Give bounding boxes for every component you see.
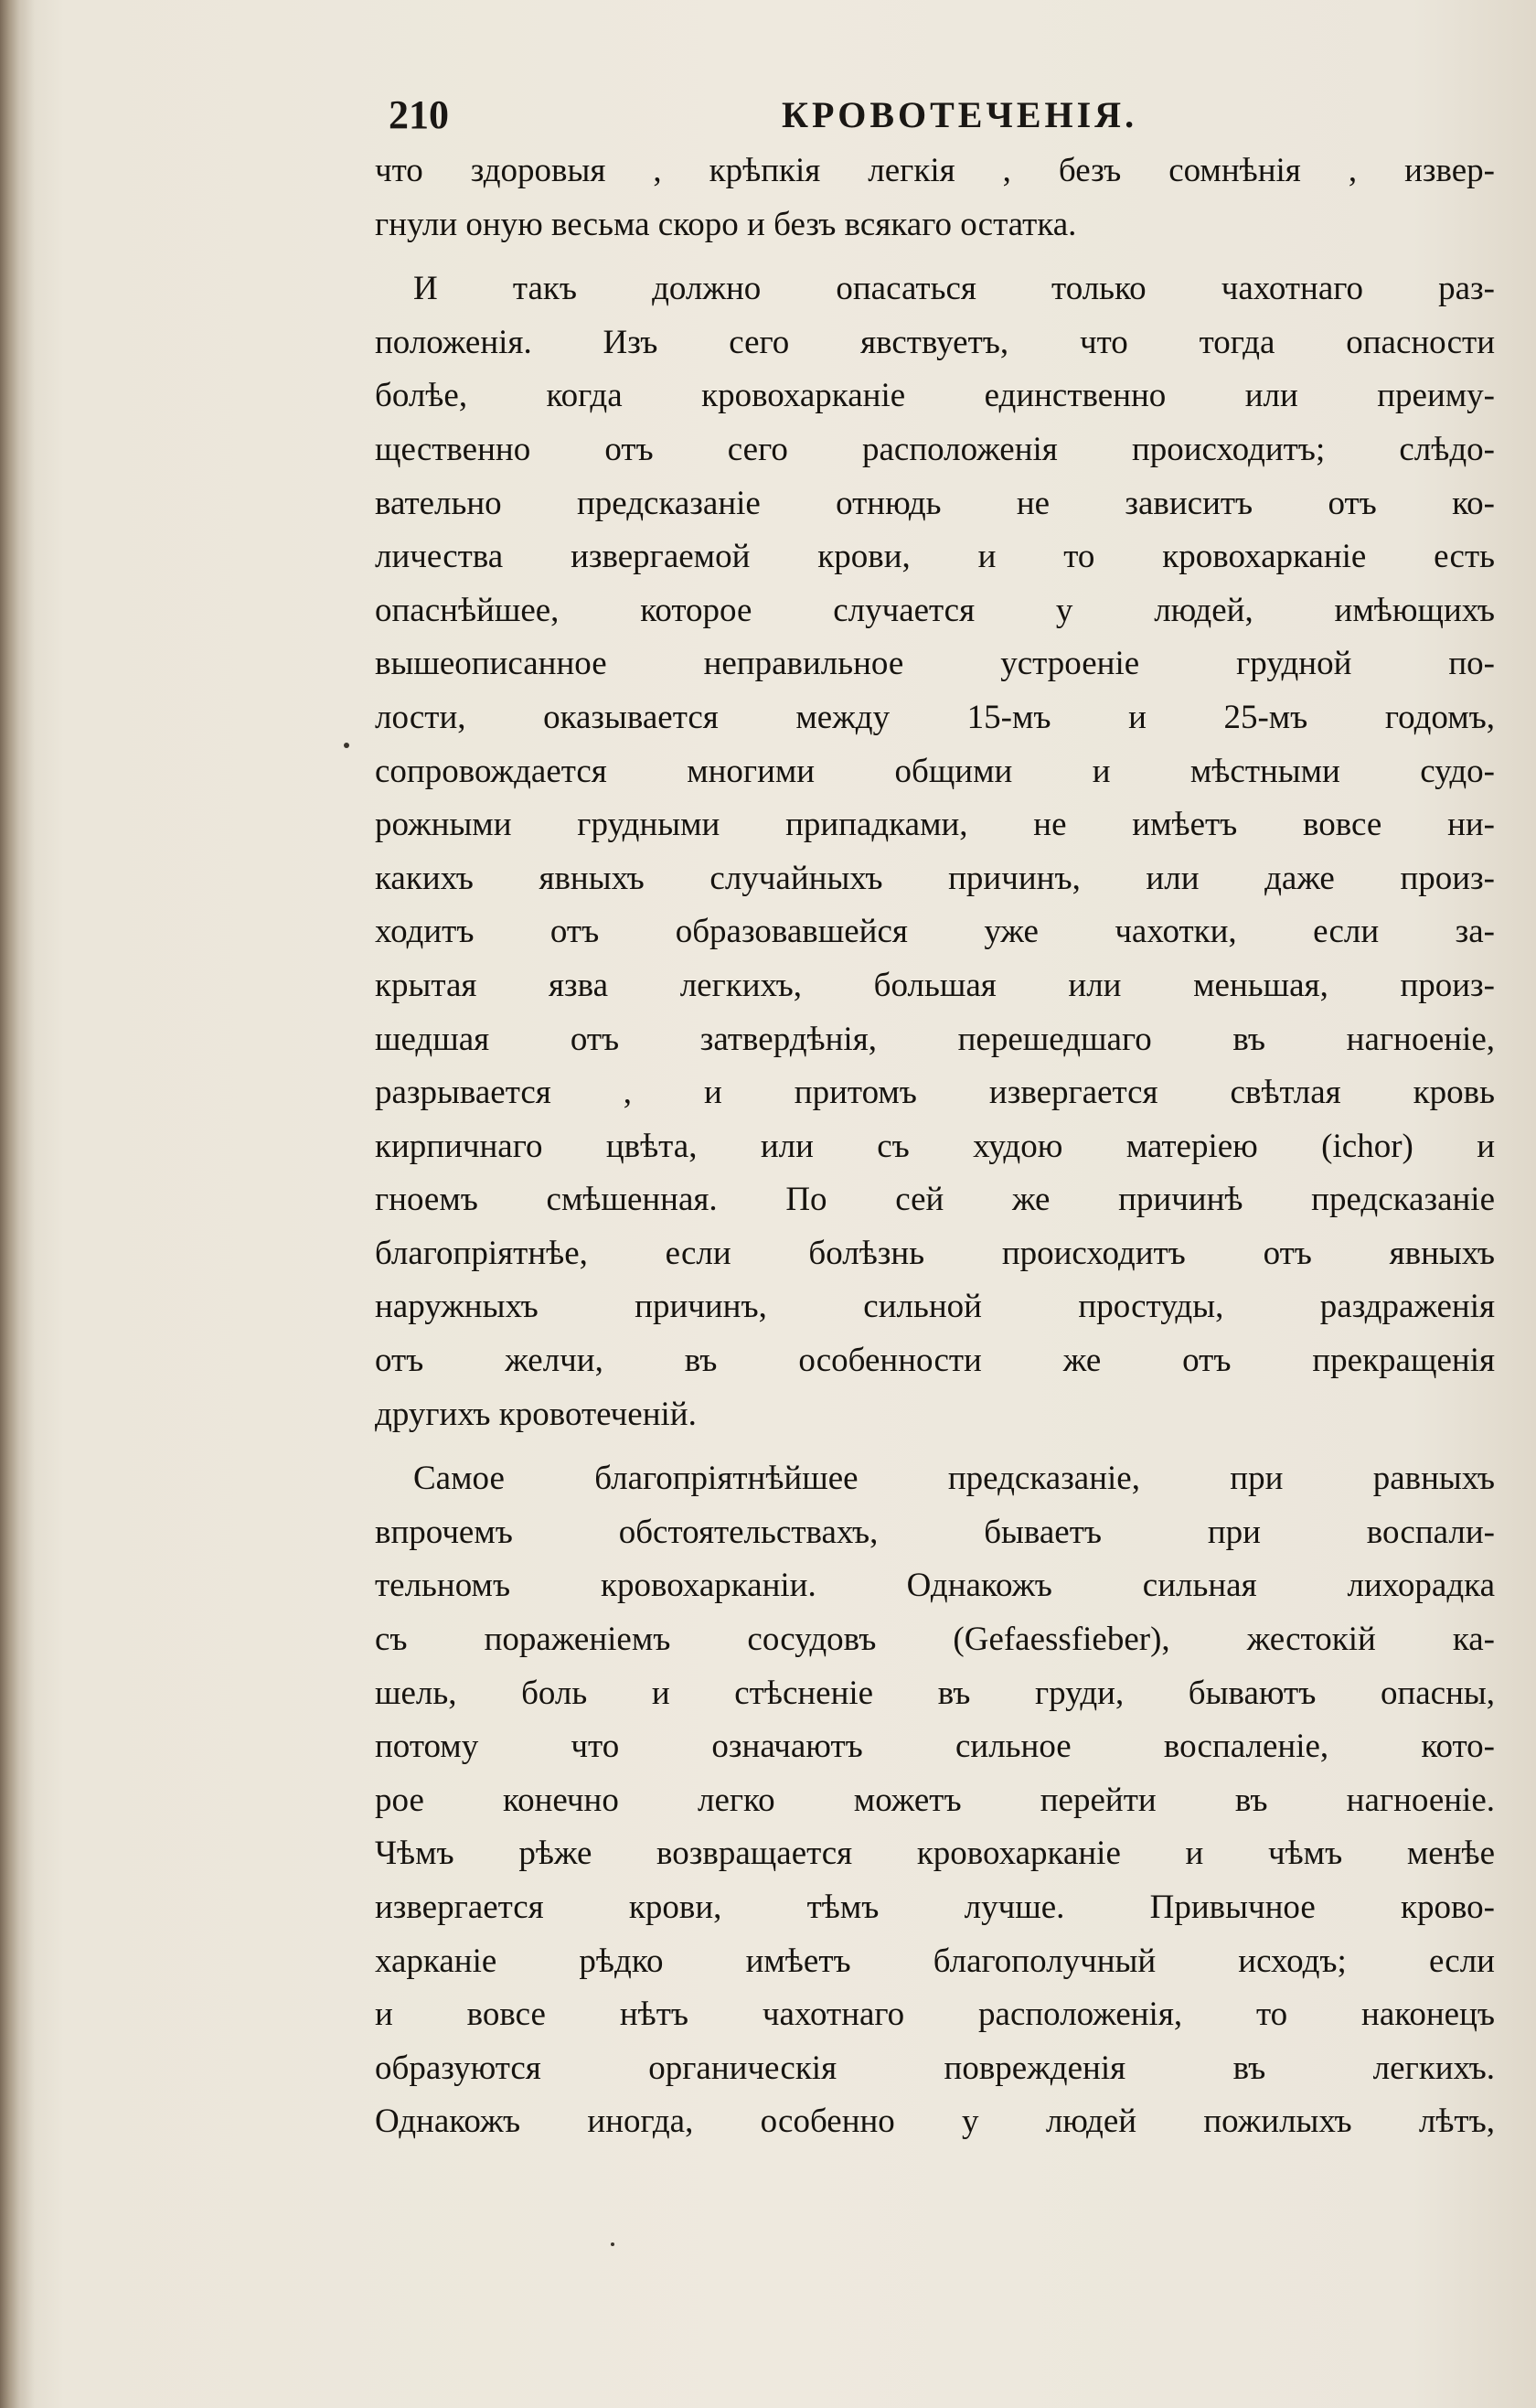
text-line: шедшая отъ затвердѣнія, перешедшаго въ нагноеніе, [375,1020,1495,1058]
text-line: опаснѣйшее, которое случается у людей, имѣющихъ [375,591,1495,629]
text-line: гноемъ смѣшенная. По сей же причинѣ предсказаніе [375,1181,1495,1219]
page-header [389,90,1138,141]
page-binding-edge [0,0,35,2408]
text-line: ходитъ отъ образовавшейся уже чахотки, если за- [375,913,1495,951]
text-line: сопровождается многими общими и мѣстными судо- [375,752,1495,790]
text-line: благопріятнѣе, если болѣзнь происходитъ отъ явныхъ [375,1234,1495,1272]
text-line: тельномъ кровохарканіи. Однакожъ сильная лихорадка [375,1567,1495,1605]
text-line: лости, оказывается между 15-мъ и 25-мъ годомъ, [375,698,1495,736]
paragraph-2 [375,262,1495,1441]
text-line: какихъ явныхъ случайныхъ причинъ, или даже произ- [375,859,1495,897]
margin-speck [344,743,349,748]
text-line: вышеописанное неправильное устроеніе грудной по- [375,645,1495,683]
text-line: съ пораженіемъ сосудовъ (Gefaessfieber), жестокій ка- [375,1621,1495,1659]
text-line: крытая язва легкихъ, большая или меньшая, произ- [375,966,1495,1004]
text-line: извергается крови, тѣмъ лучше. Привычное крово- [375,1889,1495,1926]
text-line: вательно предсказаніе отнюдь не зависитъ отъ ко- [375,484,1495,522]
text-line: Однакожъ иногда, особенно у людей пожилыхъ лѣтъ, [375,2103,1495,2141]
page-number: 210 [389,92,449,137]
text-line: рожными грудными припадками, не имѣетъ вовсе ни- [375,806,1495,844]
text-line: положенія. Изъ сего явствуетъ, что тогда опасности [375,323,1495,361]
text-line: другихъ кровотеченій. [375,1395,697,1433]
running-head: КРОВОТЕЧЕНІЯ. [782,94,1138,135]
text-line: и вовсе нѣтъ чахотнаго расположенія, то наконецъ [375,1996,1495,2034]
text-line: гнули оную весьма скоро и безъ всякаго остатка. [375,205,1077,243]
text-line: щественно отъ сего расположенія происходитъ; слѣдо- [375,430,1495,468]
text-line: кирпичнаго цвѣта, или съ худою матеріею (ichor) и [375,1127,1495,1165]
body-text [375,144,1495,2149]
text-line: впрочемъ обстоятельствахъ, бываетъ при воспали- [375,1513,1495,1551]
text-line: что здоровыя , крѣпкія легкія , безъ сомнѣнія , извер- [375,152,1495,189]
text-line: харканіе рѣдко имѣетъ благополучный исходъ; если [375,1942,1495,1980]
text-line: потому что означаютъ сильное воспаленіе, кото- [375,1728,1495,1766]
margin-speck [611,2242,614,2246]
text-line: отъ желчи, въ особенности же отъ прекращенія [375,1342,1495,1380]
text-line: наружныхъ причинъ, сильной простуды, раздраженія [375,1288,1495,1326]
text-line: болѣе, когда кровохарканіе единственно или преиму- [375,377,1495,415]
text-line: Самое благопріятнѣйшее предсказаніе, при равныхъ [413,1460,1495,1498]
text-line: Чѣмъ рѣже возвращается кровохарканіе и чѣмъ менѣе [375,1835,1495,1873]
paragraph-3 [375,1452,1495,2149]
text-line: И такъ должно опасаться только чахотнаго раз- [413,270,1495,308]
text-line: личества извергаемой крови, и то кровохарканіе есть [375,538,1495,576]
text-line: разрывается , и притомъ извергается свѣтлая кровь [375,1074,1495,1112]
text-line: шель, боль и стѣсненіе въ груди, бываютъ опасны, [375,1674,1495,1712]
text-line: образуются органическія поврежденія въ легкихъ. [375,2049,1495,2087]
text-line: рое конечно легко можетъ перейти въ нагноеніе. [375,1781,1495,1819]
paragraph-1 [375,144,1495,252]
